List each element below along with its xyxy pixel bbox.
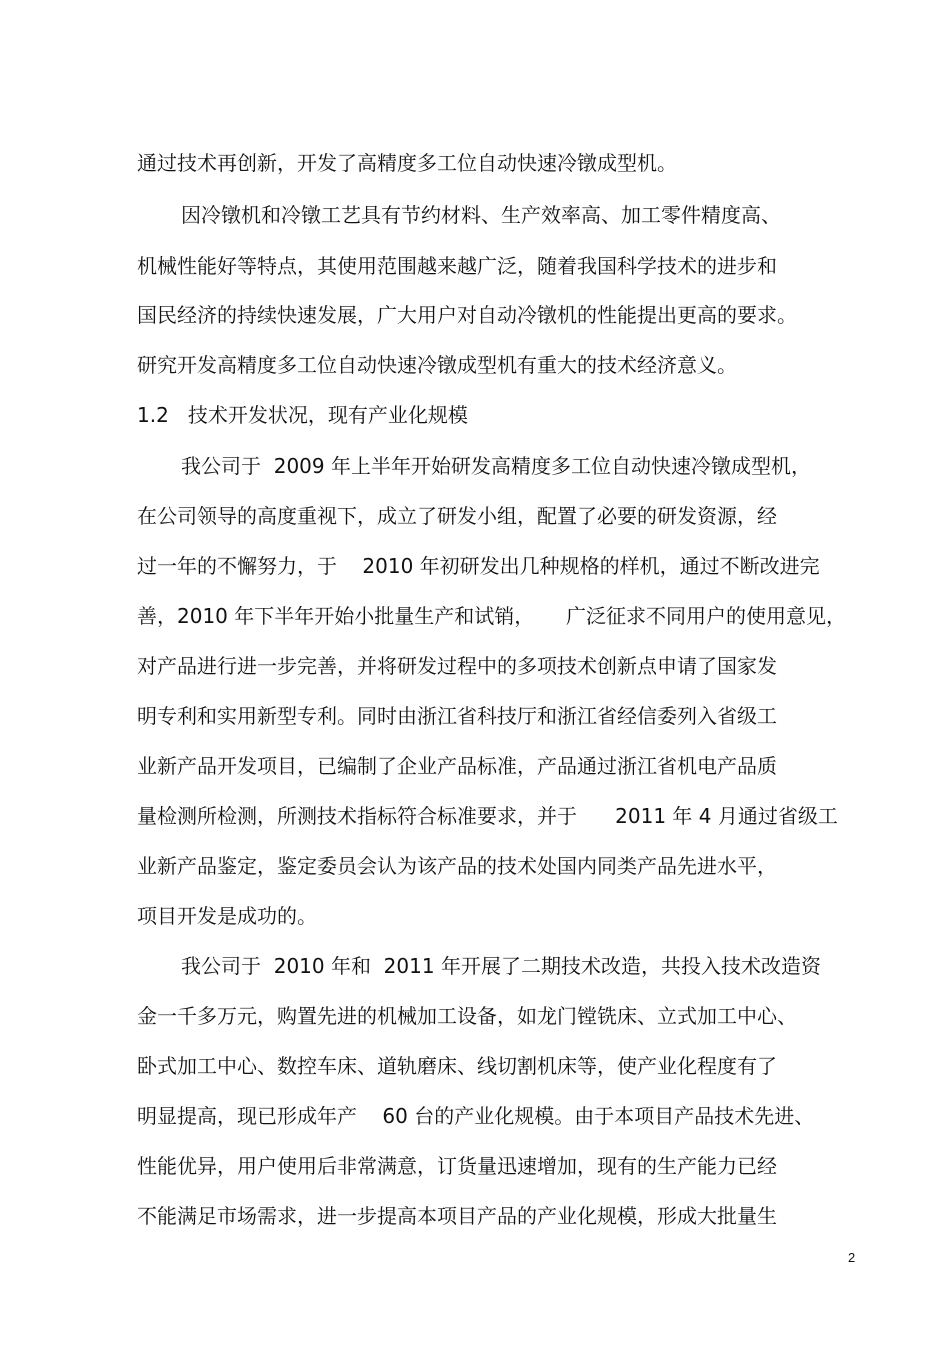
body-line: 机械性能好等特点，其使用范围越来越广泛，随着我国科学技术的进步和 (137, 254, 777, 278)
body-line: 业新产品鉴定，鉴定委员会认为该产品的技术处国内同类产品先进水平， (137, 854, 777, 878)
body-line: 对产品进行进一步完善，并将研发过程中的多项技术创新点申请了国家发 (137, 654, 777, 678)
body-line: 通过技术再创新，开发了高精度多工位自动快速冷镦成型机。 (137, 151, 677, 175)
body-line: 在公司领导的高度重视下，成立了研发小组，配置了必要的研发资源，经 (137, 504, 777, 528)
page-number: 2 (848, 1250, 856, 1265)
body-line: 我公司于 2010 年和 2011 年开展了二期技术改造，共投入技术改造资 (181, 954, 821, 978)
body-line: 不能满足市场需求，进一步提高本项目产品的产业化规模，形成大批量生 (137, 1204, 777, 1228)
body-line: 金一千多万元，购置先进的机械加工设备，如龙门镗铣床、立式加工中心、 (137, 1004, 797, 1028)
body-line: 因冷镦机和冷镦工艺具有节约材料、生产效率高、加工零件精度高、 (181, 203, 781, 227)
body-line: 过一年的不懈努力，于 2010 年初研发出几种规格的样机，通过不断改进完 (137, 554, 820, 578)
body-line: 研究开发高精度多工位自动快速冷镦成型机有重大的技术经济意义。 (137, 353, 737, 377)
body-line: 国民经济的持续快速发展，广大用户对自动冷镦机的性能提出更高的要求。 (137, 303, 797, 327)
body-line: 业新产品开发项目，已编制了企业产品标准，产品通过浙江省机电产品质 (137, 754, 777, 778)
body-line: 项目开发是成功的。 (137, 904, 317, 928)
body-line: 善，2010 年下半年开始小批量生产和试销， 广泛征求不同用户的使用意见， (137, 604, 847, 628)
body-line: 卧式加工中心、数控车床、道轨磨床、线切割机床等，使产业化程度有了 (137, 1054, 777, 1078)
body-line: 明专利和实用新型专利。同时由浙江省科技厅和浙江省经信委列入省级工 (137, 704, 777, 728)
body-line: 明显提高，现已形成年产 60 台的产业化规模。由于本项目产品技术先进、 (137, 1104, 815, 1128)
body-line: 我公司于 2009 年上半年开始研发高精度多工位自动快速冷镦成型机， (181, 454, 811, 478)
body-line: 性能优异，用户使用后非常满意，订货量迅速增加，现有的生产能力已经 (137, 1154, 777, 1178)
body-line: 量检测所检测，所测技术指标符合标准要求，并于 2011 年 4 月通过省级工 (137, 804, 838, 828)
section-heading: 1.2 技术开发状况，现有产业化规模 (137, 403, 468, 427)
